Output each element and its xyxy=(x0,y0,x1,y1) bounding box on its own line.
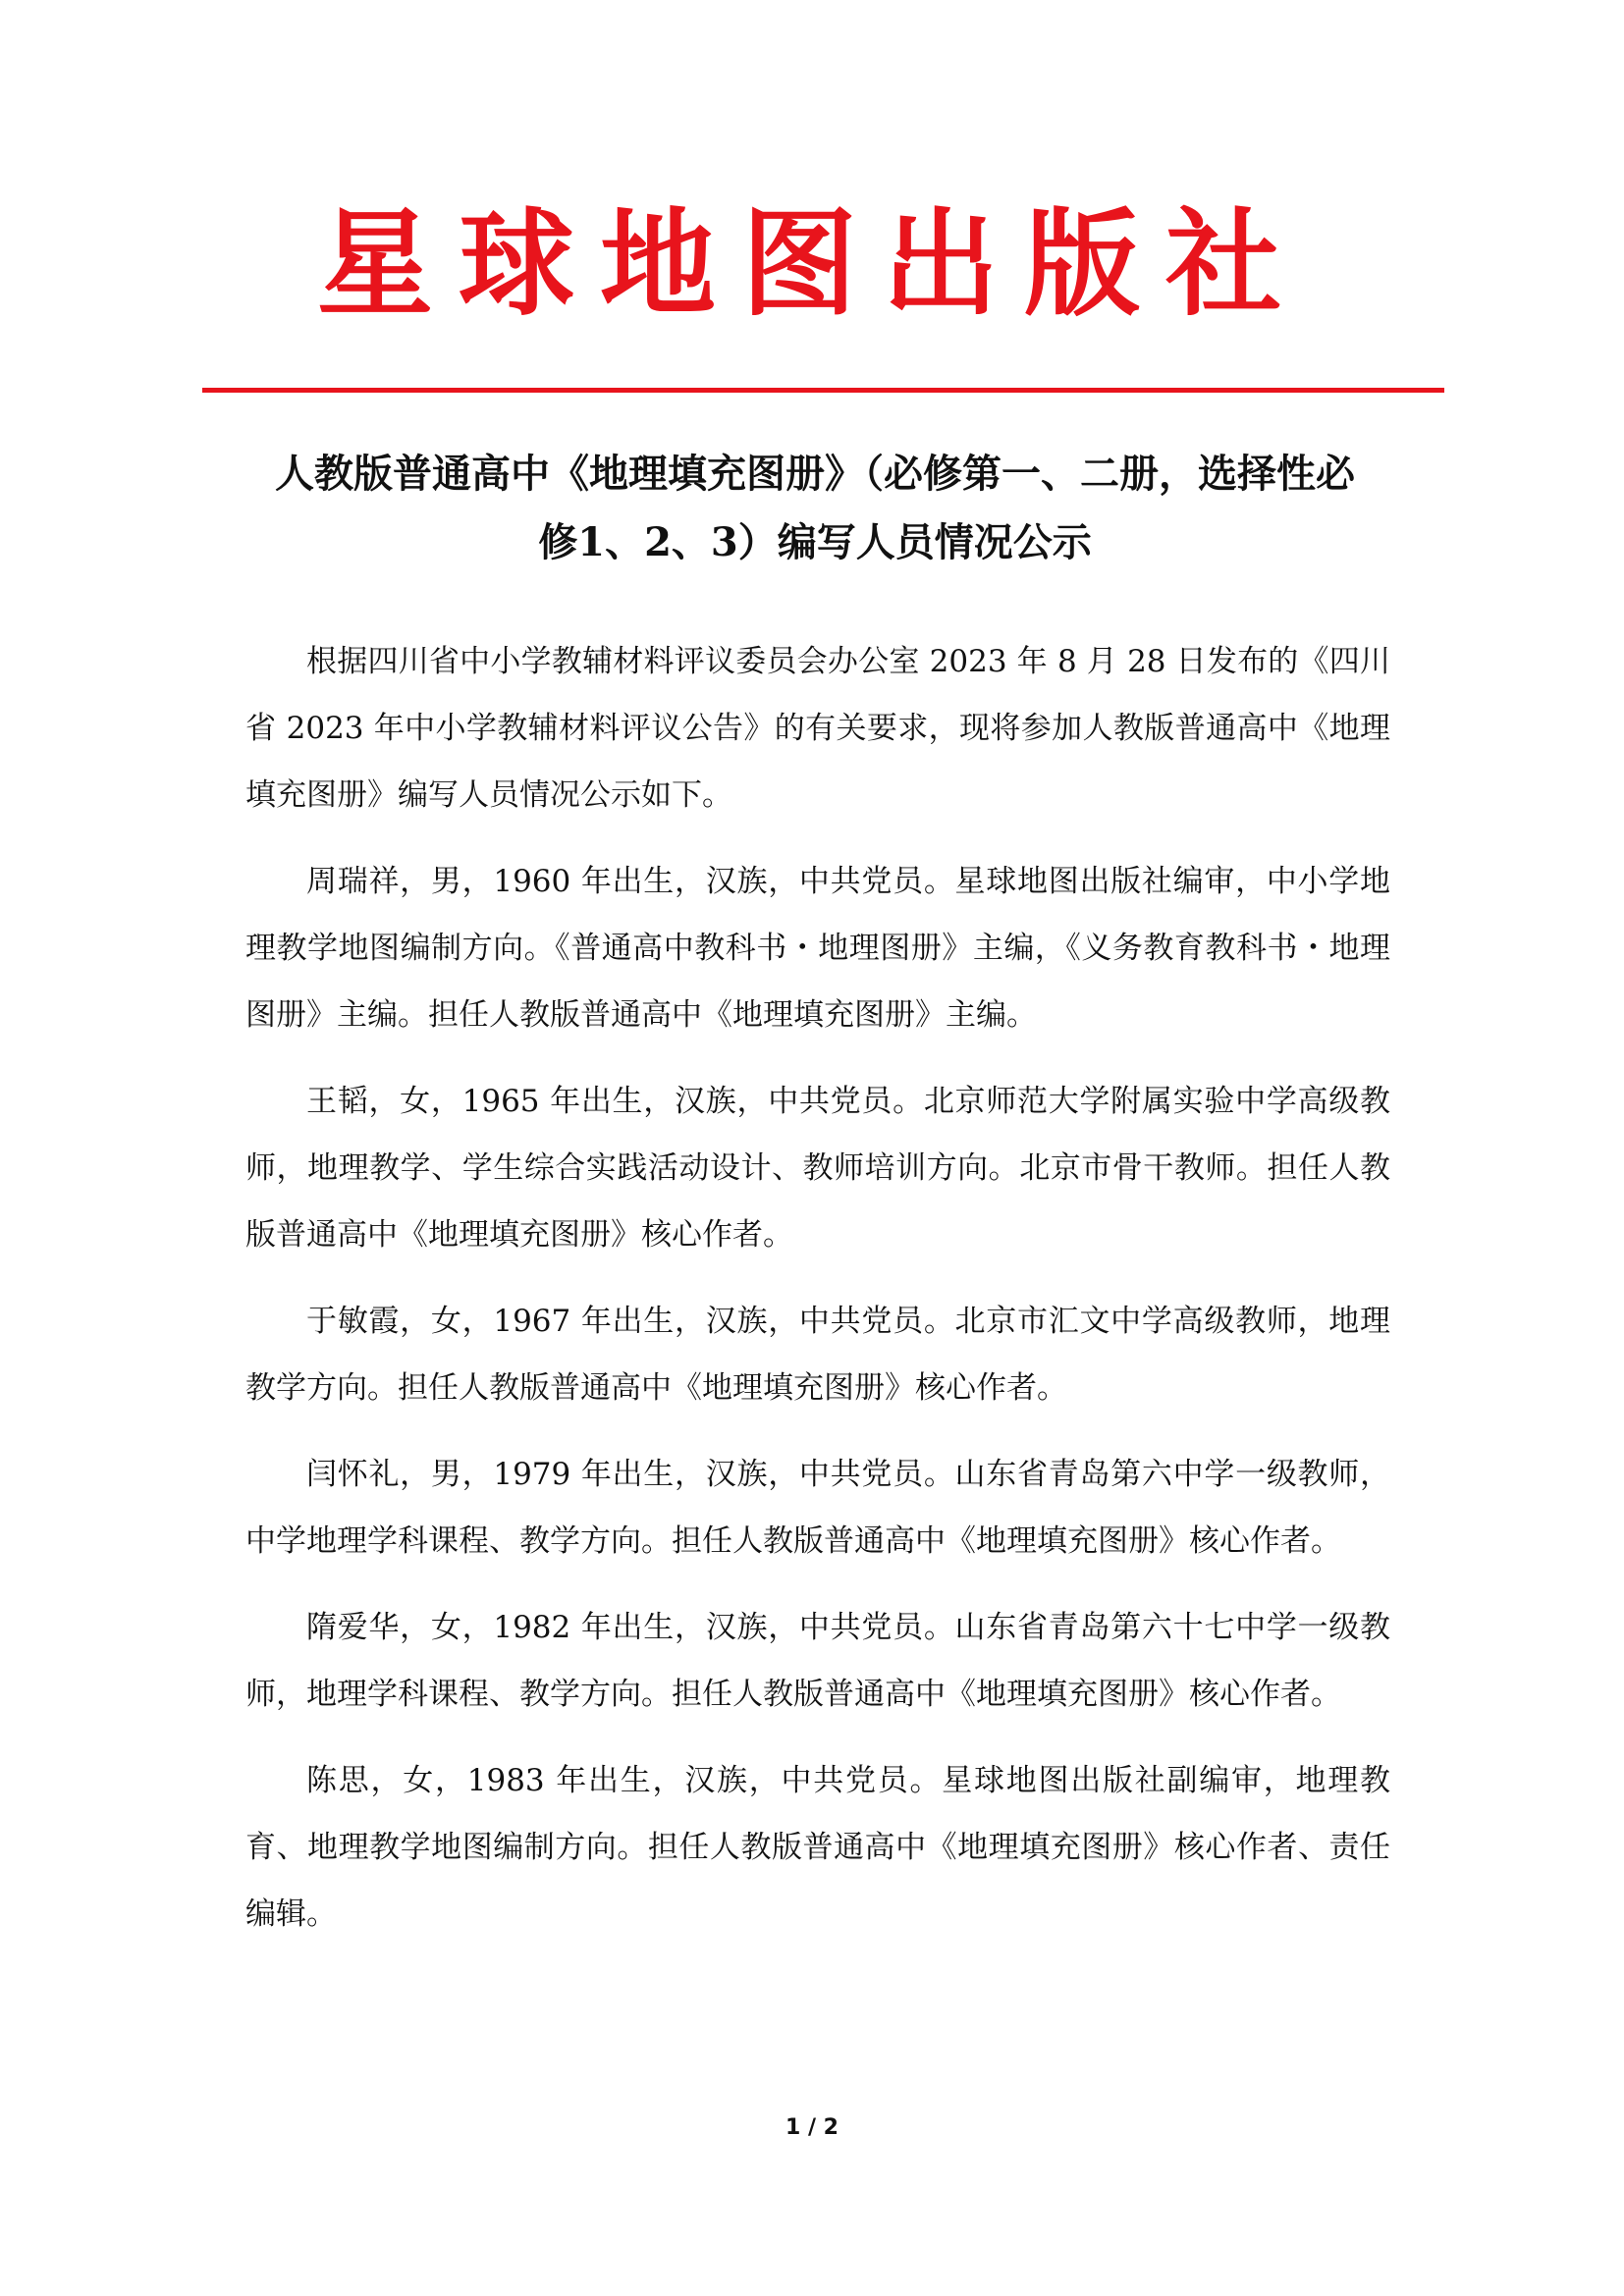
document-title xyxy=(241,440,1389,577)
author-paragraph-sui-aihua: 隋爱华，女，1982 年出生，汉族，中共党员。山东省青岛第六十七中学一级教师，地理学科课程、教学方向。担任人教版普通高中《地理填充图册》核心作者。 xyxy=(245,1610,1390,1712)
author-paragraph-yan-huaili: 闫怀礼，男，1979 年出生，汉族，中共党员。山东省青岛第六中学一级教师，中学地理学科课程、教学方向。担任人教版普通高中《地理填充图册》核心作者。 xyxy=(245,1457,1390,1559)
document-title-line-2: 修1、2、3）编写人员情况公示 xyxy=(538,519,1092,565)
intro-paragraph: 根据四川省中小学教辅材料评议委员会办公室 2023 年 8 月 28 日发布的《四川省 2023 年中小学教辅材料评议公告》的有关要求，现将参加人教版普通高中《地理填充图册》编写人员情况公示如下。 xyxy=(245,644,1390,813)
publisher-masthead: 星球地图出版社 xyxy=(316,195,1307,332)
masthead-divider xyxy=(202,388,1444,393)
document-title-line-1: 人教版普通高中《地理填充图册》（必修第一、二册，选择性必 xyxy=(275,451,1355,497)
author-paragraph-wang-tao: 王韬，女，1965 年出生，汉族，中共党员。北京师范大学附属实验中学高级教师，地理教学、学生综合实践活动设计、教师培训方向。北京市骨干教师。担任人教版普通高中《地理填充图册》核心作者。 xyxy=(245,1084,1390,1253)
author-paragraph-chen-si: 陈思，女，1983 年出生，汉族，中共党员。星球地图出版社副编审，地理教育、地理教学地图编制方向。担任人教版普通高中《地理填充图册》核心作者、责任编辑。 xyxy=(245,1763,1390,1932)
author-paragraph-yu-minxia: 于敏霞，女，1967 年出生，汉族，中共党员。北京市汇文中学高级教师，地理教学方向。担任人教版普通高中《地理填充图册》核心作者。 xyxy=(245,1304,1390,1406)
author-paragraph-zhou-ruixiang: 周瑞祥，男，1960 年出生，汉族，中共党员。星球地图出版社编审，中小学地理教学地图编制方向。《普通高中教科书・地理图册》主编，《义务教育教科书・地理图册》主编。担任人教版普通高中《地理填充图册》主编。 xyxy=(245,864,1390,1033)
document-body xyxy=(245,628,1390,1967)
page-number: 1 / 2 xyxy=(785,2115,839,2140)
